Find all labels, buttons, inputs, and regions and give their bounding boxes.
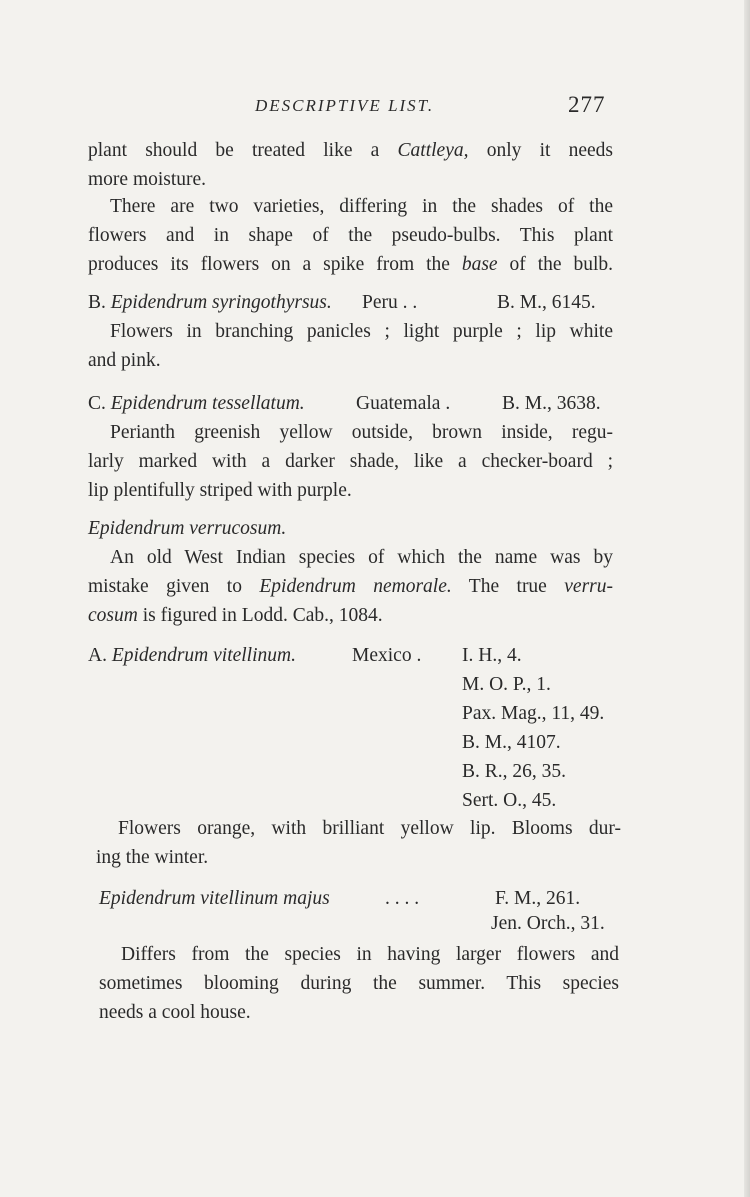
entry-locale: Mexico . <box>352 645 422 666</box>
entry-heading: A. Epidendrum vitellinum. <box>88 645 296 666</box>
text-line: cosum is figured in Lodd. Cab., 1084. <box>88 605 383 626</box>
text-line: Flowers in branching panicles ; light purple ; lip white <box>110 321 613 342</box>
text-line: sometimes blooming during the summer. This species <box>99 973 619 994</box>
text-line: An old West Indian species of which the name was by <box>110 547 613 568</box>
text-line: flowers and in shape of the pseudo-bulbs. This plant <box>88 225 613 246</box>
page-number: 277 <box>568 92 606 117</box>
entry-heading: B. Epidendrum syringothyrsus. <box>88 292 332 313</box>
text-line: ing the winter. <box>96 847 209 868</box>
text-line: Differs from the species in having larger flowers and <box>121 944 619 965</box>
species-name: Epidendrum syringothyrsus. <box>110 292 332 313</box>
running-head: DESCRIPTIVE LIST. <box>255 96 435 115</box>
entry-locale: Guatemala . <box>356 393 451 414</box>
species-name: Epidendrum verrucosum. <box>88 518 287 539</box>
text-line: more moisture. <box>88 169 207 190</box>
entry-locale: Peru . . <box>362 292 418 313</box>
leader-dots: . . . . <box>385 888 420 909</box>
paragraph-varieties <box>88 192 613 279</box>
paragraph-majus <box>99 940 619 1027</box>
species-name: Epidendrum vitellinum. <box>111 645 296 666</box>
text-line: There are two varieties, differing in the shades of the <box>110 196 613 217</box>
text-line: Flowers orange, with brilliant yellow lip. Blooms dur- <box>118 818 621 839</box>
entry-reference: B. M., 3638. <box>502 393 601 414</box>
text-line: produces its flowers on a spike from the base of the bulb. <box>88 254 614 275</box>
reference: Pax. Mag., 11, 49. <box>462 703 605 724</box>
entry-verrucosum <box>88 514 613 630</box>
text-line: lip plentifully striped with purple. <box>88 480 352 501</box>
species-name: Epidendrum vitellinum majus <box>99 888 330 909</box>
text-line: mistake given to Epidendrum nemorale. The true verru- <box>88 576 613 597</box>
text-line: plant should be treated like a Cattleya, only it needs <box>88 140 614 161</box>
reference: Sert. O., 45. <box>462 790 557 811</box>
reference: I. H., 4. <box>462 645 522 666</box>
entry-reference: F. M., 261. <box>495 888 581 909</box>
text-line: needs a cool house. <box>99 1002 251 1023</box>
species-name: Epidendrum tessellatum. <box>110 393 305 414</box>
paragraph-cattleya <box>88 136 613 194</box>
entry-heading: C. Epidendrum tessellatum. <box>88 393 305 414</box>
reference: B. R., 26, 35. <box>462 761 567 782</box>
reference: M. O. P., 1. <box>462 674 551 695</box>
text-line: Perianth greenish yellow outside, brown inside, regu- <box>110 422 613 443</box>
text-line: and pink. <box>88 350 161 371</box>
reference-list <box>462 641 604 815</box>
text-line: larly marked with a darker shade, like a checker-board ; <box>88 451 613 472</box>
paragraph-vitellinum <box>96 814 621 872</box>
page-edge-shadow <box>744 0 750 1197</box>
entry-reference: B. M., 6145. <box>497 292 596 313</box>
entry-reference: Jen. Orch., 31. <box>491 913 605 934</box>
reference: B. M., 4107. <box>462 732 561 753</box>
